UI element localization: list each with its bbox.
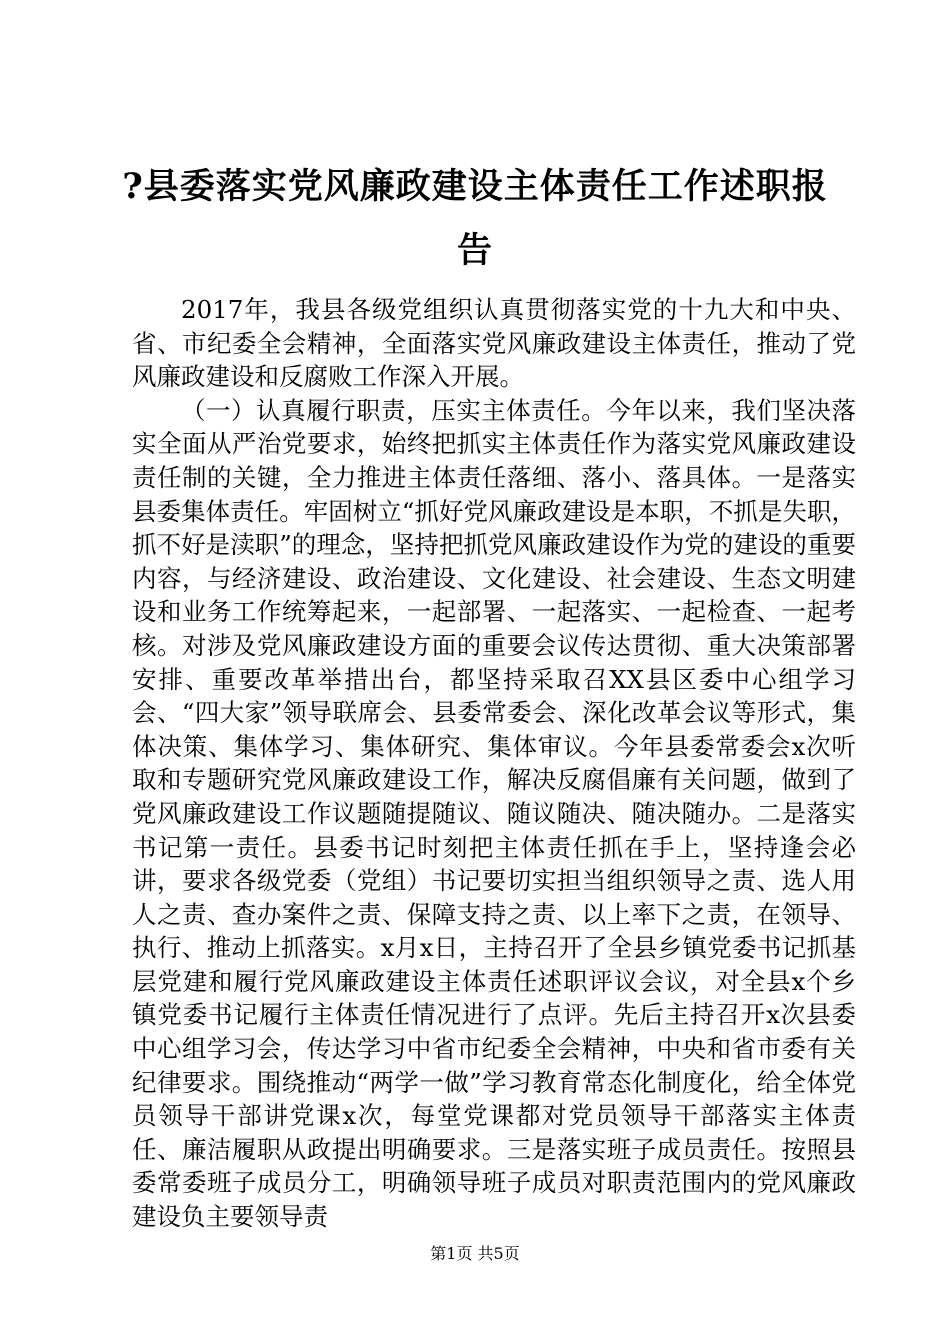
document-title: ?县委落实党风廉政建设主体责任工作述职报告 [122,166,828,271]
paragraph-section-one: （一）认真履行职责，压实主体责任。今年以来，我们坚决落实全面从严治党要求，始终把抓实主体责任作为落实党风廉政建设责任制的关键，全力推进主体责任落细、落小、落具体。一是落实县委集体责任。牢固树立“抓好党风廉政建设是本职，不抓是失职，抓不好是渎职”的理念，坚持把抓党风廉政建设作为党的建设的重要内容，与经济建设、政治建设、文化建设、社会建设、生态文明建设和业务工作统筹起来，一起部署、一起落实、一起检查、一起考核。对涉及党风廉政建设方面的重要会议传达贯彻、重大决策部署安排、重要改革举措出台，都坚持采取召XX县区委中心组学习会、“四大家”领导联席会、县委常委会、深化改革会议等形式，集体决策、集体学习、集体研究、集体审议。今年县委常委会x次听取和专题研究党风廉政建设工作，解决反腐倡廉有关问题，做到了党风廉政建设工作议题随提随议、随议随决、随决随办。二是落实书记第一责任。县委书记时刻把主体责任抓在手上，坚持逢会必讲，要求各级党委（党组）书记要切实担当组织领导之责、选人用人之责、查办案件之责、保障支持之责、以上率下之责，在领导、执行、推动上抓落实。x月x日，主持召开了全县乡镇党委书记抓基层党建和履行党风廉政建设主体责任述职评议会议，对全县x个乡镇党委书记履行主体责任情况进行了点评。先后主持召开x次县委中心组学习会，传达学习中省市纪委全会精神，中央和省市委有关纪律要求。围绕推动“两学一做”学习教育常态化制度化，给全体党员领导干部讲党课x次，每堂党课都对党员领导干部落实主体责任、廉洁履职从政提出明确要求。三是落实班子成员责任。按照县委常委班子成员分工，明确领导班子成员对职责范围内的党风廉政建设负主要领导责 [132,395,856,1232]
page-footer: 第1页 共5页 [430,1244,520,1263]
document-body [132,293,856,1234]
paragraph-intro: 2017年，我县各级党组织认真贯彻落实党的十九大和中央、省、市纪委全会精神，全面落实党风廉政建设主体责任，推动了党风廉政建设和反腐败工作深入开展。 [132,295,856,392]
